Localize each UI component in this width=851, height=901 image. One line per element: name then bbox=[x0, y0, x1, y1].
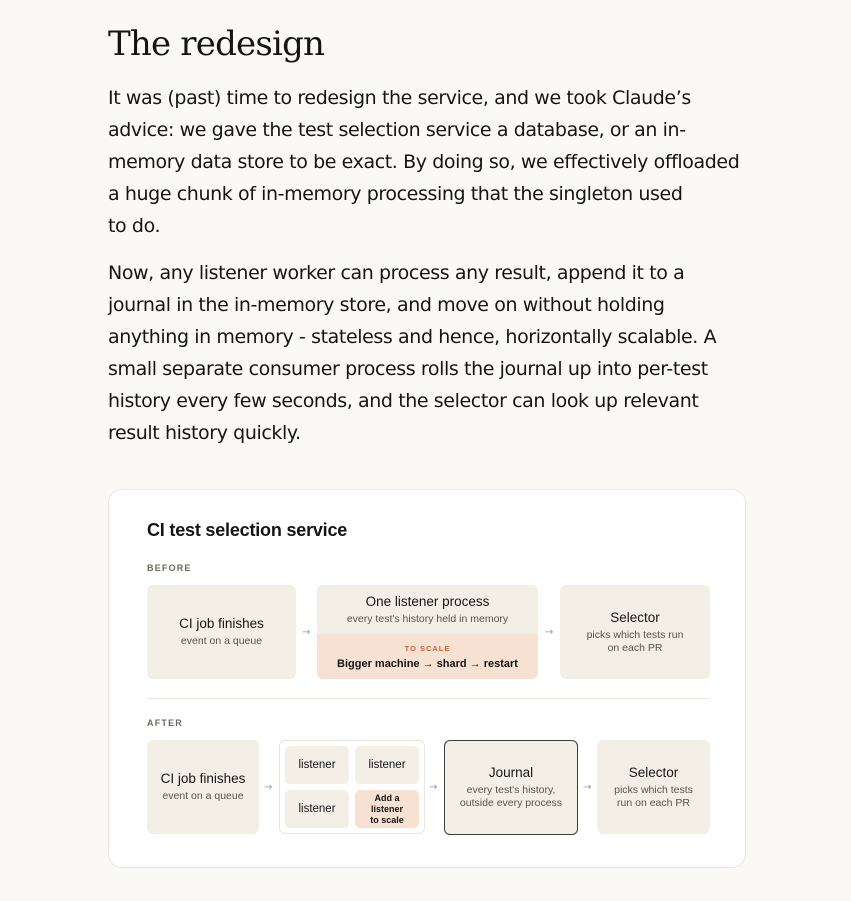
diagram-title: CI test selection service bbox=[147, 520, 348, 540]
paragraph-2-line: result history quickly. bbox=[108, 422, 301, 444]
paragraph-1-line: memory data store to be exact. By doing so, we effectively offloaded bbox=[108, 151, 740, 173]
add-listener-line: listener bbox=[370, 803, 403, 814]
journal-sub-line: outside every process bbox=[459, 797, 563, 809]
after-selector-sub-line: run on each PR bbox=[617, 796, 690, 809]
paragraph-1-line: advice: we gave the test selection service a database, or an in- bbox=[108, 119, 686, 141]
journal-sub bbox=[460, 784, 562, 810]
paragraph-1-line: It was (past) time to redesign the service, and we took Claude’s bbox=[108, 87, 691, 109]
after-selector-title: Selector bbox=[628, 764, 679, 780]
before-listener-sub: every test's history held in memory bbox=[346, 612, 509, 625]
section-divider bbox=[147, 698, 710, 699]
before-listener-box bbox=[317, 585, 538, 679]
paragraph-2-line: history every few seconds, and the selector can look up relevant bbox=[108, 390, 699, 412]
before-selector-sub bbox=[587, 629, 684, 655]
arrow-icon: → bbox=[545, 627, 554, 638]
before-label: BEFORE bbox=[147, 563, 192, 573]
journal-title: Journal bbox=[488, 765, 534, 780]
after-selector-box bbox=[597, 740, 710, 834]
before-ci-job-box bbox=[147, 585, 296, 679]
listener-cell: listener bbox=[355, 746, 419, 784]
before-ci-job-title: CI job finishes bbox=[179, 616, 264, 631]
add-listener-line: to scale bbox=[370, 814, 404, 825]
listener-cell: listener bbox=[285, 746, 349, 784]
paragraph-1 bbox=[108, 82, 739, 242]
add-listener-line: Add a bbox=[374, 792, 400, 803]
before-selector-box bbox=[560, 585, 710, 679]
paragraph-2-line: small separate consumer process rolls the journal up into per-test bbox=[108, 358, 708, 380]
before-listener-title: One listener process bbox=[365, 593, 490, 609]
after-label: AFTER bbox=[147, 718, 183, 728]
paragraph-2 bbox=[108, 257, 716, 449]
paragraph-2-line: Now, any listener worker can process any result, append it to a bbox=[108, 262, 685, 284]
arrow-icon: → bbox=[583, 782, 592, 793]
after-ci-job-sub: event on a queue bbox=[162, 790, 244, 802]
arrow-icon: → bbox=[302, 627, 311, 638]
after-selector-sub bbox=[614, 784, 693, 810]
journal-sub-line: every test's history, bbox=[466, 784, 556, 796]
section-heading: The redesign bbox=[108, 24, 325, 64]
paragraph-1-line: a huge chunk of in-memory processing that the singleton used bbox=[108, 183, 683, 205]
arrow-icon: → bbox=[264, 782, 273, 793]
before-selector-sub-line: on each PR bbox=[607, 641, 663, 654]
before-selector-sub-line: picks which tests run bbox=[586, 628, 684, 641]
add-listener-cell bbox=[355, 790, 419, 828]
before-scale-panel bbox=[317, 634, 538, 679]
scale-label: TO SCALE bbox=[404, 643, 451, 653]
arrow-icon: → bbox=[429, 782, 438, 793]
after-ci-job-title: CI job finishes bbox=[160, 771, 246, 786]
diagram-card bbox=[108, 489, 746, 868]
before-listener-top bbox=[317, 585, 538, 634]
after-ci-job-box bbox=[147, 740, 259, 834]
listener-cell: listener bbox=[285, 790, 349, 828]
scale-text: Bigger machine → shard → restart bbox=[337, 657, 518, 670]
journal-box bbox=[444, 740, 578, 835]
listener-pool bbox=[279, 740, 425, 834]
before-selector-title: Selector bbox=[610, 609, 660, 625]
after-selector-sub-line: picks which tests bbox=[614, 783, 693, 796]
paragraph-2-line: journal in the in-memory store, and move on without holding bbox=[108, 294, 665, 316]
paragraph-1-line: to do. bbox=[108, 215, 161, 237]
before-ci-job-sub: event on a queue bbox=[180, 635, 263, 647]
paragraph-2-line: anything in memory - stateless and hence, horizontally scalable. A bbox=[108, 326, 717, 348]
